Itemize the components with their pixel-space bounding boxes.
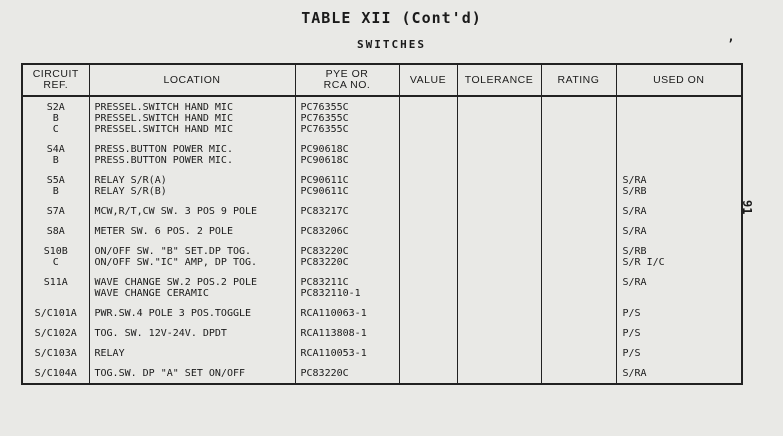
cell-used-on: S/RA [616,272,742,303]
cell-ref: S10B C [22,241,89,272]
cell-part: PC76355C PC76355C PC76355C [295,96,399,139]
cell-location: PRESSEL.SWITCH HAND MIC PRESSEL.SWITCH HAND MIC PRESSEL.SWITCH HAND MIC [89,96,295,139]
table-row [22,323,742,343]
table-row [22,241,742,272]
table-row [22,170,742,201]
cell-used-on: P/S [616,303,742,323]
cell-ref: S/C101A [22,303,89,323]
cell-part: PC90618C PC90618C [295,139,399,170]
cell-part: PC83206C [295,221,399,241]
switches-table [21,63,743,385]
cell-part: PC83217C [295,201,399,221]
cell-location: ON/OFF SW. "B" SET.DP TOG. ON/OFF SW."IC" AMP, DP TOG. [89,241,295,272]
table-title: TABLE XII (Cont'd) [301,9,482,27]
table-row [22,272,742,303]
cell-ref: S11A [22,272,89,303]
cell-part: PC90611C PC90611C [295,170,399,201]
table-row [22,221,742,241]
table-row [22,343,742,363]
cell-part: PC83220C [295,363,399,384]
cell-part: RCA110053-1 [295,343,399,363]
cell-ref: S/C103A [22,343,89,363]
table-row [22,303,742,323]
cell-location: MCW,R/T,CW SW. 3 POS 9 POLE [89,201,295,221]
table-row [22,201,742,221]
cell-location: WAVE CHANGE SW.2 POS.2 POLE WAVE CHANGE CERAMIC [89,272,295,303]
cell-used-on: S/RA [616,363,742,384]
cell-location: PRESS.BUTTON POWER MIC. PRESS.BUTTON POWER MIC. [89,139,295,170]
cell-used-on [616,139,742,170]
header-tolerance: TOLERANCE [457,64,541,96]
table-subtitle: SWITCHES [357,38,426,51]
cell-used-on: P/S [616,323,742,343]
header-row [22,64,742,96]
cell-part: RCA113808-1 [295,323,399,343]
table-row [22,363,742,384]
cell-ref: S/C104A [22,363,89,384]
header-location: LOCATION [89,64,295,96]
header-value: VALUE [399,64,457,96]
cell-ref: S7A [22,201,89,221]
cell-used-on: S/RA [616,201,742,221]
cell-used-on: S/RB S/R I/C [616,241,742,272]
cell-location: TOG. SW. 12V-24V. DPDT [89,323,295,343]
header-part-number: PYE OR RCA NO. [295,64,399,96]
cell-location: RELAY S/R(A) RELAY S/R(B) [89,170,295,201]
cell-ref: S/C102A [22,323,89,343]
cell-location: PWR.SW.4 POLE 3 POS.TOGGLE [89,303,295,323]
header-rating: RATING [541,64,616,96]
table-row [22,139,742,170]
corner-mark: ’ [727,37,735,51]
cell-ref: S5A B [22,170,89,201]
header-used-on: USED ON [616,64,742,96]
cell-ref: S8A [22,221,89,241]
page-number: 91 [740,200,754,215]
table-row [22,96,742,139]
cell-part: PC83220C PC83220C [295,241,399,272]
header-circuit-ref: CIRCUIT REF. [22,64,89,96]
cell-used-on: P/S [616,343,742,363]
cell-location: RELAY [89,343,295,363]
cell-location: METER SW. 6 POS. 2 POLE [89,221,295,241]
cell-used-on: S/RA [616,221,742,241]
cell-part: PC83211C PC832110-1 [295,272,399,303]
cell-used-on: S/RA S/RB [616,170,742,201]
cell-used-on [616,96,742,139]
cell-ref: S4A B [22,139,89,170]
cell-part: RCA110063-1 [295,303,399,323]
cell-location: TOG.SW. DP "A" SET ON/OFF [89,363,295,384]
cell-ref: S2A B C [22,96,89,139]
